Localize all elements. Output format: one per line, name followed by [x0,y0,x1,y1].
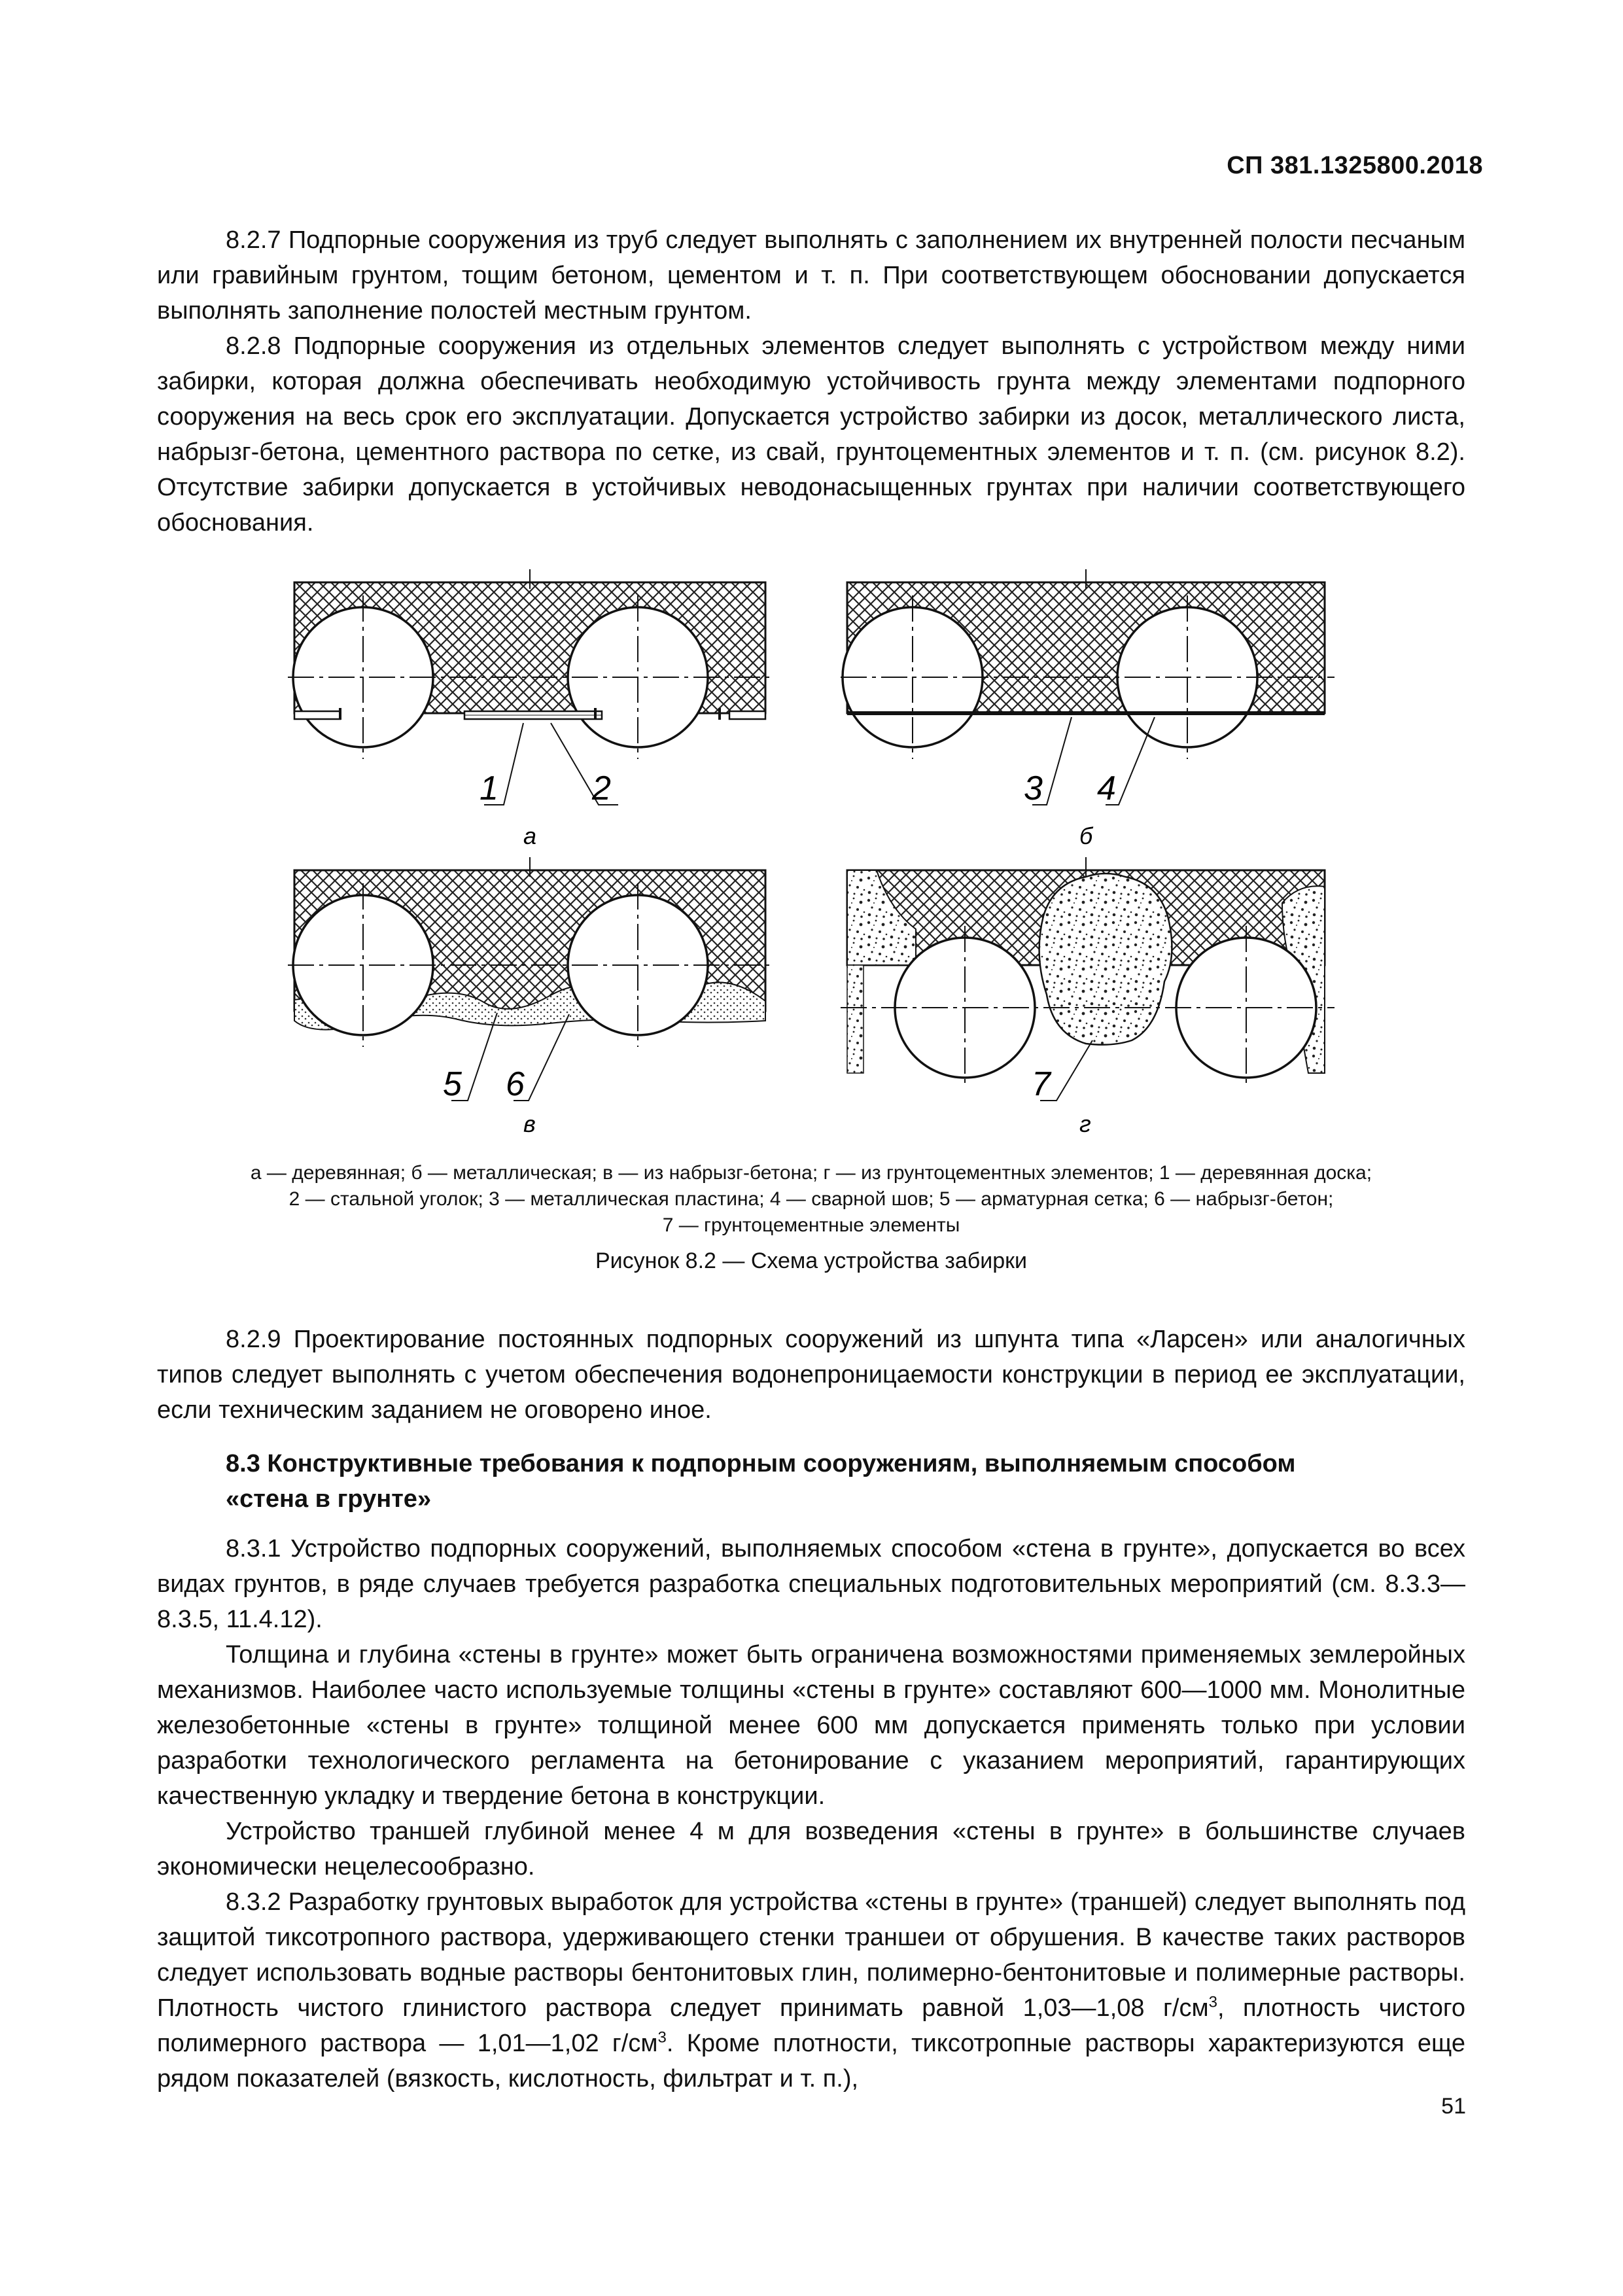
callout-2: 2 [592,769,611,807]
figure-8-2-drawing [288,563,1348,1139]
callout-7: 7 [1032,1065,1051,1103]
page-number: 51 [1441,2094,1466,2119]
callout-5: 5 [443,1065,462,1103]
p832-part-b: , плотность чистого полимерного раствора — 1,01—1,02 г/см [157,1994,1466,2057]
section-heading-line-1: 8.3 Конструктивные требования к подпорным сооружениям, выполняемым способом [226,1450,1296,1477]
panel-g [841,857,1335,1137]
paragraph-8-2-9: 8.2.9 Проектирование постоянных подпорных сооружений из шпунта типа «Ларсен» или аналогичных типов следует выполнять с учетом обеспечения водонепроницаемости конструкции в период ее эксплуатации, если техническим заданием не оговорено иное. [157,1326,1465,1424]
panel-label-a: а [523,822,537,849]
callout-1: 1 [480,769,498,807]
callout-4: 4 [1097,769,1116,807]
legend-line-3: 7 — грунтоцементные элементы [662,1214,960,1236]
panel-label-g: г [1079,1110,1091,1137]
panel-label-b: б [1079,822,1093,849]
figure-legend [157,1160,1465,1239]
superscript-1: 3 [1208,1993,1217,2011]
paragraph-thickness: Толщина и глубина «стены в грунте» может быть ограничена возможностями применяемых землеройных механизмов. Наиболее часто используемые толщины «стены в грунте» составляют 600—1000 мм. Монолитные железобетонные «стены в грунте» толщиной менее 600 мм допускается применять только при условии разработки технологического регламента на бетонирование с указанием мероприятий, гарантирующих качественную укладку и твердение бетона в конструкции. [157,1641,1465,1810]
panel-a [288,569,772,849]
p832-part-c: . Кроме плотности, тиксотропные растворы характеризуются еще рядом показателей (вязкость, кислотность, фильтрат и т. п.), [157,2030,1465,2093]
document-code: СП 381.1325800.2018 [1227,152,1483,179]
text-block-2 [157,1322,1465,1428]
section-heading-line-2: «стена в грунте» [226,1485,432,1513]
p832-part-a: 8.3.2 Разработку грунтовых выработок для устройства «стены в грунте» (траншей) следует выполнять под защитой тиксотропного раствора, удерживающего стенки траншеи от обрушения. В качестве таких растворов следует использовать водные растворы бентонитовых глин, полимерно-бентонитовые и полимерные растворы. Плотность чистого глинистого раствора следует принимать равной 1,03—1,08 г/см [157,1888,1465,2022]
callout-6: 6 [506,1065,525,1103]
panel-label-v: в [523,1110,536,1137]
section-heading-8-3 [226,1446,1403,1517]
superscript-2: 3 [657,2028,667,2047]
callout-3: 3 [1024,769,1043,807]
paragraph-8-3-1: 8.3.1 Устройство подпорных сооружений, выполняемых способом «стена в грунте», допускается во всех видах грунтов, в ряде случаев требуется разработка специальных подготовительных мероприятий (см. 8.3.3—8.3.5, 11.4.12). [157,1535,1465,1633]
paragraph-8-3-2 [157,1884,1465,2096]
figure-8-2 [288,563,1348,1139]
paragraph-trench-depth: Устройство траншей глубиной менее 4 м для возведения «стены в грунте» в большинстве случаев экономически нецелесообразно. [157,1818,1465,1881]
paragraph-8-2-7: 8.2.7 Подпорные сооружения из труб следует выполнять с заполнением их внутренней полости песчаным или гравийным грунтом, тощим бетоном, цементом и т. п. При соответствующем обосновании допускается выполнять заполнение полостей местным грунтом. [157,226,1465,325]
legend-line-1: а — деревянная; б — металлическая; в — из набрызг-бетона; г — из грунтоцементных элементов; 1 — деревянная доска; [250,1162,1372,1184]
figure-caption: Рисунок 8.2 — Схема устройства забирки [595,1248,1027,1273]
legend-line-2: 2 — стальной уголок; 3 — металлическая пластина; 4 — сварной шов; 5 — арматурная сетка; 6 — набрызг-бетон; [288,1188,1334,1210]
panel-v [288,857,772,1137]
panel-b [841,569,1335,849]
paragraph-8-2-8: 8.2.8 Подпорные сооружения из отдельных элементов следует выполнять с устройством между ними забирки, которая должна обеспечивать необходимую устойчивость грунта между элементами подпорного сооружения на весь срок его эксплуатации. Допускается устройство забирки из досок, металлического листа, набрызг-бетона, цементного раствора по сетке, из свай, грунтоцементных элементов и т. п. (см. рисунок 8.2). Отсутствие забирки допускается в устойчивых неводонасыщенных грунтах при наличии соответствующего обоснования. [157,332,1465,537]
text-block-1 [157,222,1465,540]
text-block-3 [157,1531,1465,2096]
